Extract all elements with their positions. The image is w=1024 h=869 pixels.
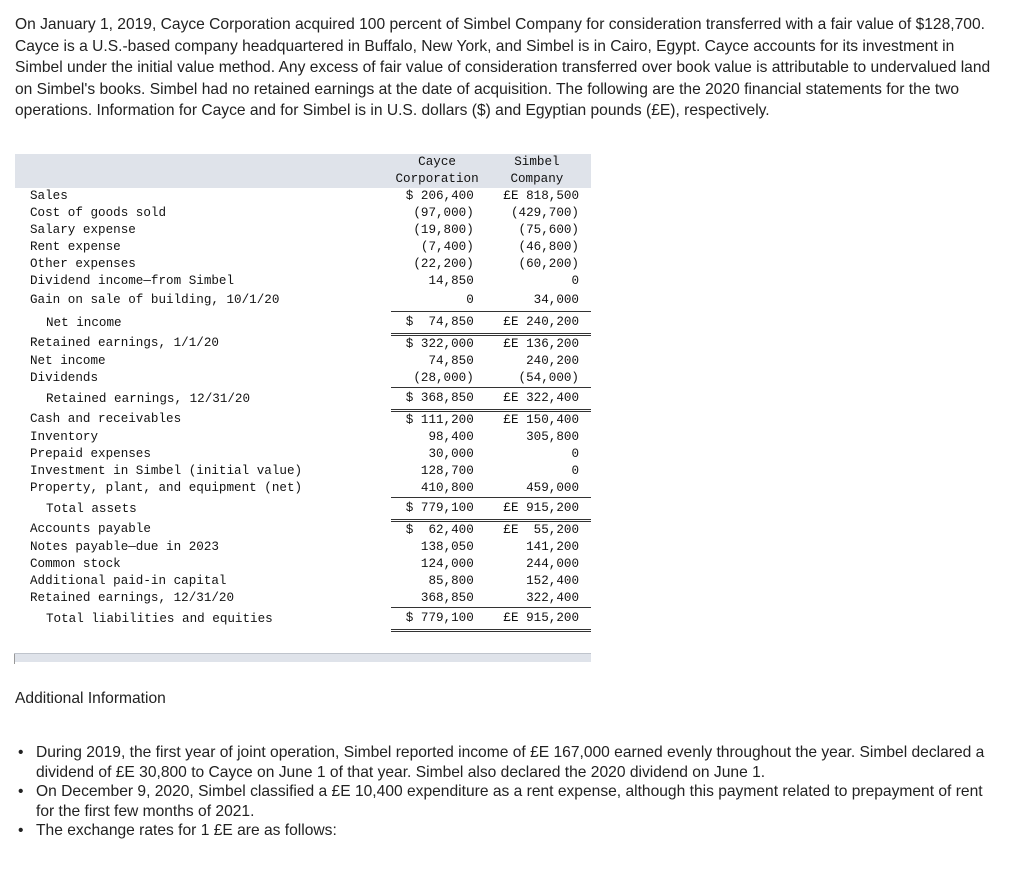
cayce-value: 74,850 — [428, 354, 474, 368]
row-label: Additional paid-in capital — [30, 574, 227, 588]
table-row — [15, 480, 591, 498]
col-header-cayce-line1: Cayce — [391, 154, 482, 171]
cayce-value: 410,800 — [391, 480, 482, 498]
table-row — [15, 353, 591, 370]
simbel-value: 322,400 — [483, 590, 591, 608]
additional-info-list — [15, 743, 1005, 841]
row-label: Net income — [46, 315, 122, 330]
row-label: Cost of goods sold — [30, 206, 167, 220]
simbel-value: 0 — [571, 274, 579, 288]
row-label: Retained earnings, 12/31/20 — [30, 591, 235, 606]
simbel-value: £E 240,200 — [483, 312, 591, 335]
table-row — [15, 222, 591, 239]
bullet-icon: • — [18, 783, 24, 800]
simbel-value: (46,800) — [518, 240, 579, 254]
simbel-value: £E 915,200 — [483, 608, 591, 631]
row-label: Investment in Simbel (initial value) — [30, 464, 303, 478]
cayce-value: (97,000) — [413, 206, 474, 220]
simbel-value: (54,000) — [483, 370, 591, 388]
simbel-value: (60,200) — [518, 257, 579, 271]
cayce-value: (22,200) — [413, 257, 474, 271]
table-row — [15, 256, 591, 273]
cayce-value: $ 779,100 — [391, 608, 482, 631]
table-row — [15, 290, 591, 312]
simbel-value: £E 915,200 — [483, 498, 591, 521]
bullet-icon: • — [18, 744, 24, 761]
additional-info-heading: Additional Information — [15, 690, 166, 707]
row-label: Dividends — [30, 371, 99, 386]
table-row — [15, 539, 591, 556]
row-label: Retained earnings, 12/31/20 — [46, 391, 251, 406]
cayce-value: 124,000 — [420, 557, 474, 571]
table-row — [15, 556, 591, 573]
cayce-value: $ 368,850 — [391, 388, 482, 411]
table-row — [15, 188, 591, 205]
table-row — [15, 463, 591, 480]
simbel-value: 152,400 — [526, 574, 579, 588]
simbel-value: £E 322,400 — [483, 388, 591, 411]
cayce-value: 138,050 — [420, 540, 474, 554]
simbel-value: (429,700) — [510, 206, 579, 220]
table-scrollbar-track[interactable] — [14, 653, 591, 662]
cayce-value: 368,850 — [391, 590, 482, 608]
row-label: Gain on sale of building, 10/1/20 — [30, 293, 280, 308]
col-header-simbel-line1: Simbel — [483, 154, 591, 171]
cayce-value: 14,850 — [428, 274, 474, 288]
row-label: Property, plant, and equipment (net) — [30, 481, 303, 496]
row-label: Notes payable—due in 2023 — [30, 540, 219, 554]
row-label: Rent expense — [30, 240, 121, 254]
table-row — [15, 521, 591, 540]
row-label: Accounts payable — [30, 522, 151, 537]
intro-paragraph: On January 1, 2019, Cayce Corporation acquired 100 percent of Simbel Company for consideration transferred with a fair value of $128,700. Cayce is a U.S.-based company headquartered in Buffalo, New York, and Simbel is in Cairo, Egypt. Cayce accounts for its investment in Simbel under the initial value method. Any excess of fair value of consideration transferred over book value is attributable to undervalued land on Simbel's books. Simbel had no retained earnings at the date of acquisition. The following are the 2020 financial statements for the two operations. Information for Cayce and for Simbel is in U.S. dollars ($) and Egyptian pounds (£E), respectively. — [15, 16, 991, 119]
table-row — [15, 498, 591, 521]
cayce-value: $ 111,200 — [405, 413, 474, 427]
simbel-value: 0 — [571, 464, 579, 478]
row-label: Inventory — [30, 430, 99, 444]
table-row — [15, 312, 591, 335]
simbel-value: 0 — [571, 447, 579, 461]
row-label: Common stock — [30, 557, 121, 571]
list-item: • During 2019, the first year of joint operation, Simbel reported income of £E 167,000 earned evenly throughout the year. Simbel declared a dividend of £E 30,800 to Cayce on June 1 of that year. Simbel also declared the 2020 dividend on June 1. — [18, 744, 985, 781]
row-label: Retained earnings, 1/1/20 — [30, 336, 219, 351]
bullet-icon: • — [18, 822, 24, 839]
row-label: Dividend income—from Simbel — [30, 274, 235, 288]
cayce-value: (28,000) — [391, 370, 482, 388]
table-row — [15, 239, 591, 256]
list-item: • The exchange rates for 1 £E are as follows: — [18, 822, 337, 839]
simbel-value: 240,200 — [526, 354, 579, 368]
table-row — [15, 411, 591, 430]
cayce-value: 85,800 — [428, 574, 474, 588]
row-label: Prepaid expenses — [30, 447, 151, 461]
simbel-value: £E 136,200 — [503, 337, 579, 351]
simbel-value: 141,200 — [526, 540, 579, 554]
table-row — [15, 388, 591, 411]
cayce-value: 128,700 — [420, 464, 474, 478]
cayce-value: $ 779,100 — [391, 498, 482, 521]
simbel-value: 305,800 — [526, 430, 579, 444]
cayce-value: $ 322,000 — [405, 337, 474, 351]
cayce-value: 0 — [391, 290, 482, 312]
table-row — [15, 608, 591, 631]
cayce-value: 98,400 — [428, 430, 474, 444]
simbel-value: £E 55,200 — [503, 523, 579, 537]
cayce-value: (7,400) — [420, 240, 474, 254]
cayce-value: $ 74,850 — [391, 312, 482, 335]
simbel-value: £E 150,400 — [503, 413, 579, 427]
row-label: Total liabilities and equities — [46, 611, 273, 626]
table-row — [15, 370, 591, 388]
row-label: Sales — [30, 189, 68, 203]
row-label: Salary expense — [30, 223, 136, 237]
table-row — [15, 446, 591, 463]
cayce-value: $ 62,400 — [405, 523, 474, 537]
list-item: • On December 9, 2020, Simbel classified a £E 10,400 expenditure as a rent expense, although this payment related to prepayment of rent for the first few months of 2021. — [18, 783, 983, 820]
table-row — [15, 205, 591, 222]
row-label: Total assets — [46, 501, 137, 516]
cayce-value: 30,000 — [428, 447, 474, 461]
cayce-value: $ 206,400 — [405, 189, 474, 203]
row-label: Cash and receivables — [30, 412, 182, 427]
row-label: Other expenses — [30, 257, 136, 271]
row-label: Net income — [30, 354, 106, 368]
table-row — [15, 273, 591, 290]
table-row — [15, 335, 591, 354]
table-header-row — [15, 171, 591, 188]
table-row — [15, 429, 591, 446]
simbel-value: 244,000 — [526, 557, 579, 571]
simbel-value: 34,000 — [483, 290, 591, 312]
simbel-value: (75,600) — [518, 223, 579, 237]
simbel-value: £E 818,500 — [503, 189, 579, 203]
table-row — [15, 590, 591, 608]
col-header-cayce-line2: Corporation — [391, 171, 482, 188]
table-row — [15, 573, 591, 590]
financial-statements-table — [15, 154, 591, 632]
col-header-simbel-line2: Company — [483, 171, 591, 188]
table-header-row — [15, 154, 591, 171]
simbel-value: 459,000 — [483, 480, 591, 498]
cayce-value: (19,800) — [413, 223, 474, 237]
